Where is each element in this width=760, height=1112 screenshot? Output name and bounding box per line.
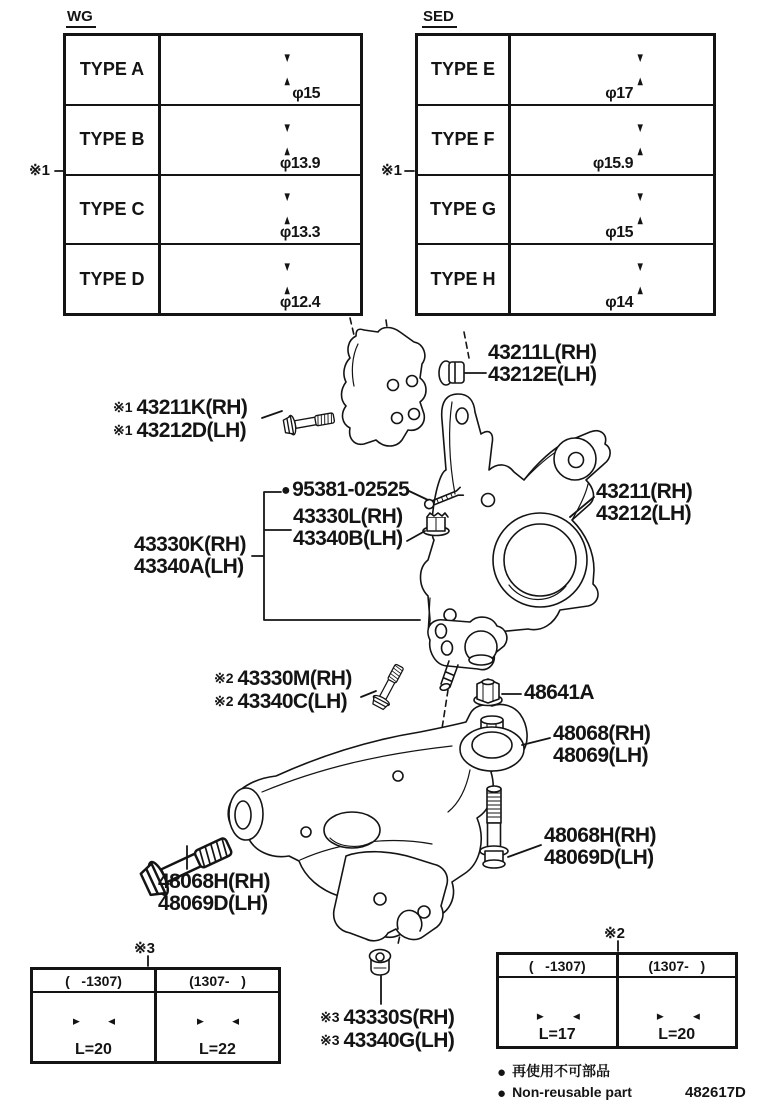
note-marker: ※1 bbox=[113, 422, 133, 438]
nut-top-icon bbox=[183, 260, 221, 298]
note-marker: ※2 bbox=[214, 670, 234, 686]
part-number: 48069(LH) bbox=[553, 744, 648, 767]
note-marker: ※3 bbox=[320, 1009, 340, 1025]
wg-note-marker: ※1 bbox=[29, 162, 50, 179]
part-number: 43330L(RH) bbox=[293, 505, 403, 528]
label-ball-joint-bolt bbox=[214, 667, 352, 713]
part-number: 48068H(RH) bbox=[158, 870, 270, 893]
label-arm-bolt-front bbox=[158, 871, 270, 915]
label-arm-bolt-rear bbox=[544, 825, 656, 869]
lower-control-arm bbox=[228, 704, 527, 940]
label-castle-nut bbox=[293, 506, 403, 550]
label-lower-ball-joint bbox=[320, 1006, 454, 1052]
type-label: TYPE H bbox=[418, 245, 511, 313]
part-number: 48641A bbox=[524, 681, 594, 704]
non-reusable-dot: ● bbox=[497, 1085, 507, 1102]
note-marker: ※1 bbox=[113, 399, 133, 415]
part-number: 43330K(RH) bbox=[134, 533, 246, 556]
legend-en bbox=[497, 1084, 632, 1102]
column-header: ( -1307) bbox=[33, 970, 157, 991]
sed-bolt-type-table bbox=[415, 33, 716, 316]
diameter-label: φ14 bbox=[605, 294, 633, 311]
length-value: L=17 bbox=[538, 1026, 576, 1043]
part-number: 43212E(LH) bbox=[488, 363, 597, 386]
part-number: 43211L(RH) bbox=[488, 341, 597, 364]
table-row bbox=[66, 243, 360, 313]
type-label: TYPE B bbox=[66, 106, 161, 174]
legend-text: Non-reusable part bbox=[512, 1084, 632, 1100]
nut-top-icon bbox=[533, 121, 571, 159]
diameter-label: φ13.3 bbox=[279, 224, 320, 242]
part-number: 95381-02525 bbox=[292, 478, 410, 501]
nut-top-icon bbox=[183, 121, 221, 159]
legend-text: 再使用不可部品 bbox=[512, 1063, 611, 1079]
label-knuckle-nut bbox=[488, 342, 596, 386]
label-ball-joint-assy bbox=[134, 534, 246, 578]
wg-bolt-type-table bbox=[63, 33, 363, 316]
part-number: 43330M(RH) bbox=[237, 667, 352, 690]
label-knuckle-bolt bbox=[113, 396, 247, 442]
diameter-label: φ15.9 bbox=[592, 154, 633, 172]
label-lower-arm bbox=[553, 723, 650, 767]
bottom-left-note-marker: ※3 bbox=[134, 940, 155, 957]
diameter-label: φ17 bbox=[605, 84, 633, 102]
nut-top-icon bbox=[183, 190, 221, 228]
table-cell bbox=[157, 993, 278, 1061]
non-reusable-dot: ● bbox=[497, 1064, 507, 1081]
table-row bbox=[66, 36, 360, 104]
table-cell bbox=[619, 978, 736, 1046]
nut-top-icon bbox=[533, 260, 571, 298]
wg-section-title: WG bbox=[66, 8, 96, 28]
part-number: 43340A(LH) bbox=[134, 555, 244, 578]
column-header: (1307- ) bbox=[189, 973, 246, 989]
length-value: L=22 bbox=[199, 1041, 236, 1058]
non-reusable-dot: ● bbox=[281, 482, 291, 499]
nut-top-icon bbox=[533, 51, 571, 89]
part-number: 48069D(LH) bbox=[544, 846, 654, 869]
diameter-label: φ12.4 bbox=[279, 294, 320, 311]
part-number: 43340G(LH) bbox=[343, 1029, 455, 1052]
note-marker: ※2 bbox=[214, 693, 234, 709]
ball-joint bbox=[428, 617, 507, 691]
nut-top-icon bbox=[183, 51, 221, 89]
knuckle-nut-icon bbox=[439, 361, 464, 385]
nut-length-table bbox=[30, 967, 281, 1064]
type-label: TYPE E bbox=[418, 36, 511, 104]
lower-ball-joint-nut-icon bbox=[370, 950, 391, 976]
length-value: L=20 bbox=[75, 1041, 112, 1058]
legend-jp bbox=[497, 1061, 610, 1081]
part-number: 48069D(LH) bbox=[158, 892, 268, 915]
label-knuckle bbox=[596, 481, 692, 525]
table-row bbox=[66, 104, 360, 174]
note-marker: ※3 bbox=[320, 1032, 340, 1048]
part-number: 48068H(RH) bbox=[544, 824, 656, 847]
part-number: 43340B(LH) bbox=[293, 527, 403, 550]
table-row bbox=[66, 174, 360, 244]
figure-number: 482617D bbox=[685, 1084, 746, 1101]
part-number: 43212(LH) bbox=[596, 502, 691, 525]
nut-top-icon bbox=[533, 190, 571, 228]
bolt-head-length-icon bbox=[632, 982, 722, 1024]
type-label: TYPE F bbox=[418, 106, 511, 174]
nut-length-icon bbox=[49, 997, 139, 1039]
ball-joint-bolt-icon bbox=[370, 662, 407, 711]
knuckle-bolt-icon bbox=[283, 408, 336, 436]
steering-knuckle bbox=[421, 394, 611, 647]
nut-length-icon bbox=[173, 997, 263, 1039]
table-row bbox=[418, 104, 713, 174]
sed-note-marker: ※1 bbox=[381, 162, 402, 179]
table-cell bbox=[499, 978, 619, 1046]
type-label: TYPE C bbox=[66, 176, 161, 244]
table-row bbox=[418, 174, 713, 244]
diameter-label: φ13.9 bbox=[279, 154, 320, 172]
type-label: TYPE D bbox=[66, 245, 161, 313]
part-number: 43211(RH) bbox=[596, 480, 693, 503]
length-value: L=20 bbox=[658, 1026, 696, 1043]
castle-nut-icon bbox=[423, 513, 449, 536]
table-row bbox=[418, 36, 713, 104]
bolt-length-table bbox=[496, 952, 738, 1049]
backing-plate bbox=[342, 328, 427, 447]
label-flange-nut bbox=[524, 682, 594, 704]
bolt-head-length-icon bbox=[512, 982, 602, 1024]
diameter-label: φ15 bbox=[605, 224, 633, 242]
part-number: 43212D(LH) bbox=[136, 419, 247, 442]
table-cell bbox=[33, 993, 157, 1061]
table-row bbox=[418, 243, 713, 313]
diameter-label: φ15 bbox=[292, 84, 320, 102]
type-label: TYPE G bbox=[418, 176, 511, 244]
part-number: 43211K(RH) bbox=[136, 396, 248, 419]
column-header: ( -1307) bbox=[499, 955, 619, 976]
part-number: 48068(RH) bbox=[553, 722, 651, 745]
part-number: 43330S(RH) bbox=[343, 1006, 455, 1029]
type-label: TYPE A bbox=[66, 36, 161, 104]
bottom-right-note-marker: ※2 bbox=[604, 925, 625, 942]
part-number: 43340C(LH) bbox=[237, 690, 348, 713]
sed-section-title: SED bbox=[422, 8, 457, 28]
label-cotter-pin bbox=[281, 479, 409, 502]
column-header: (1307- ) bbox=[648, 958, 706, 974]
flange-nut-icon bbox=[474, 679, 502, 706]
